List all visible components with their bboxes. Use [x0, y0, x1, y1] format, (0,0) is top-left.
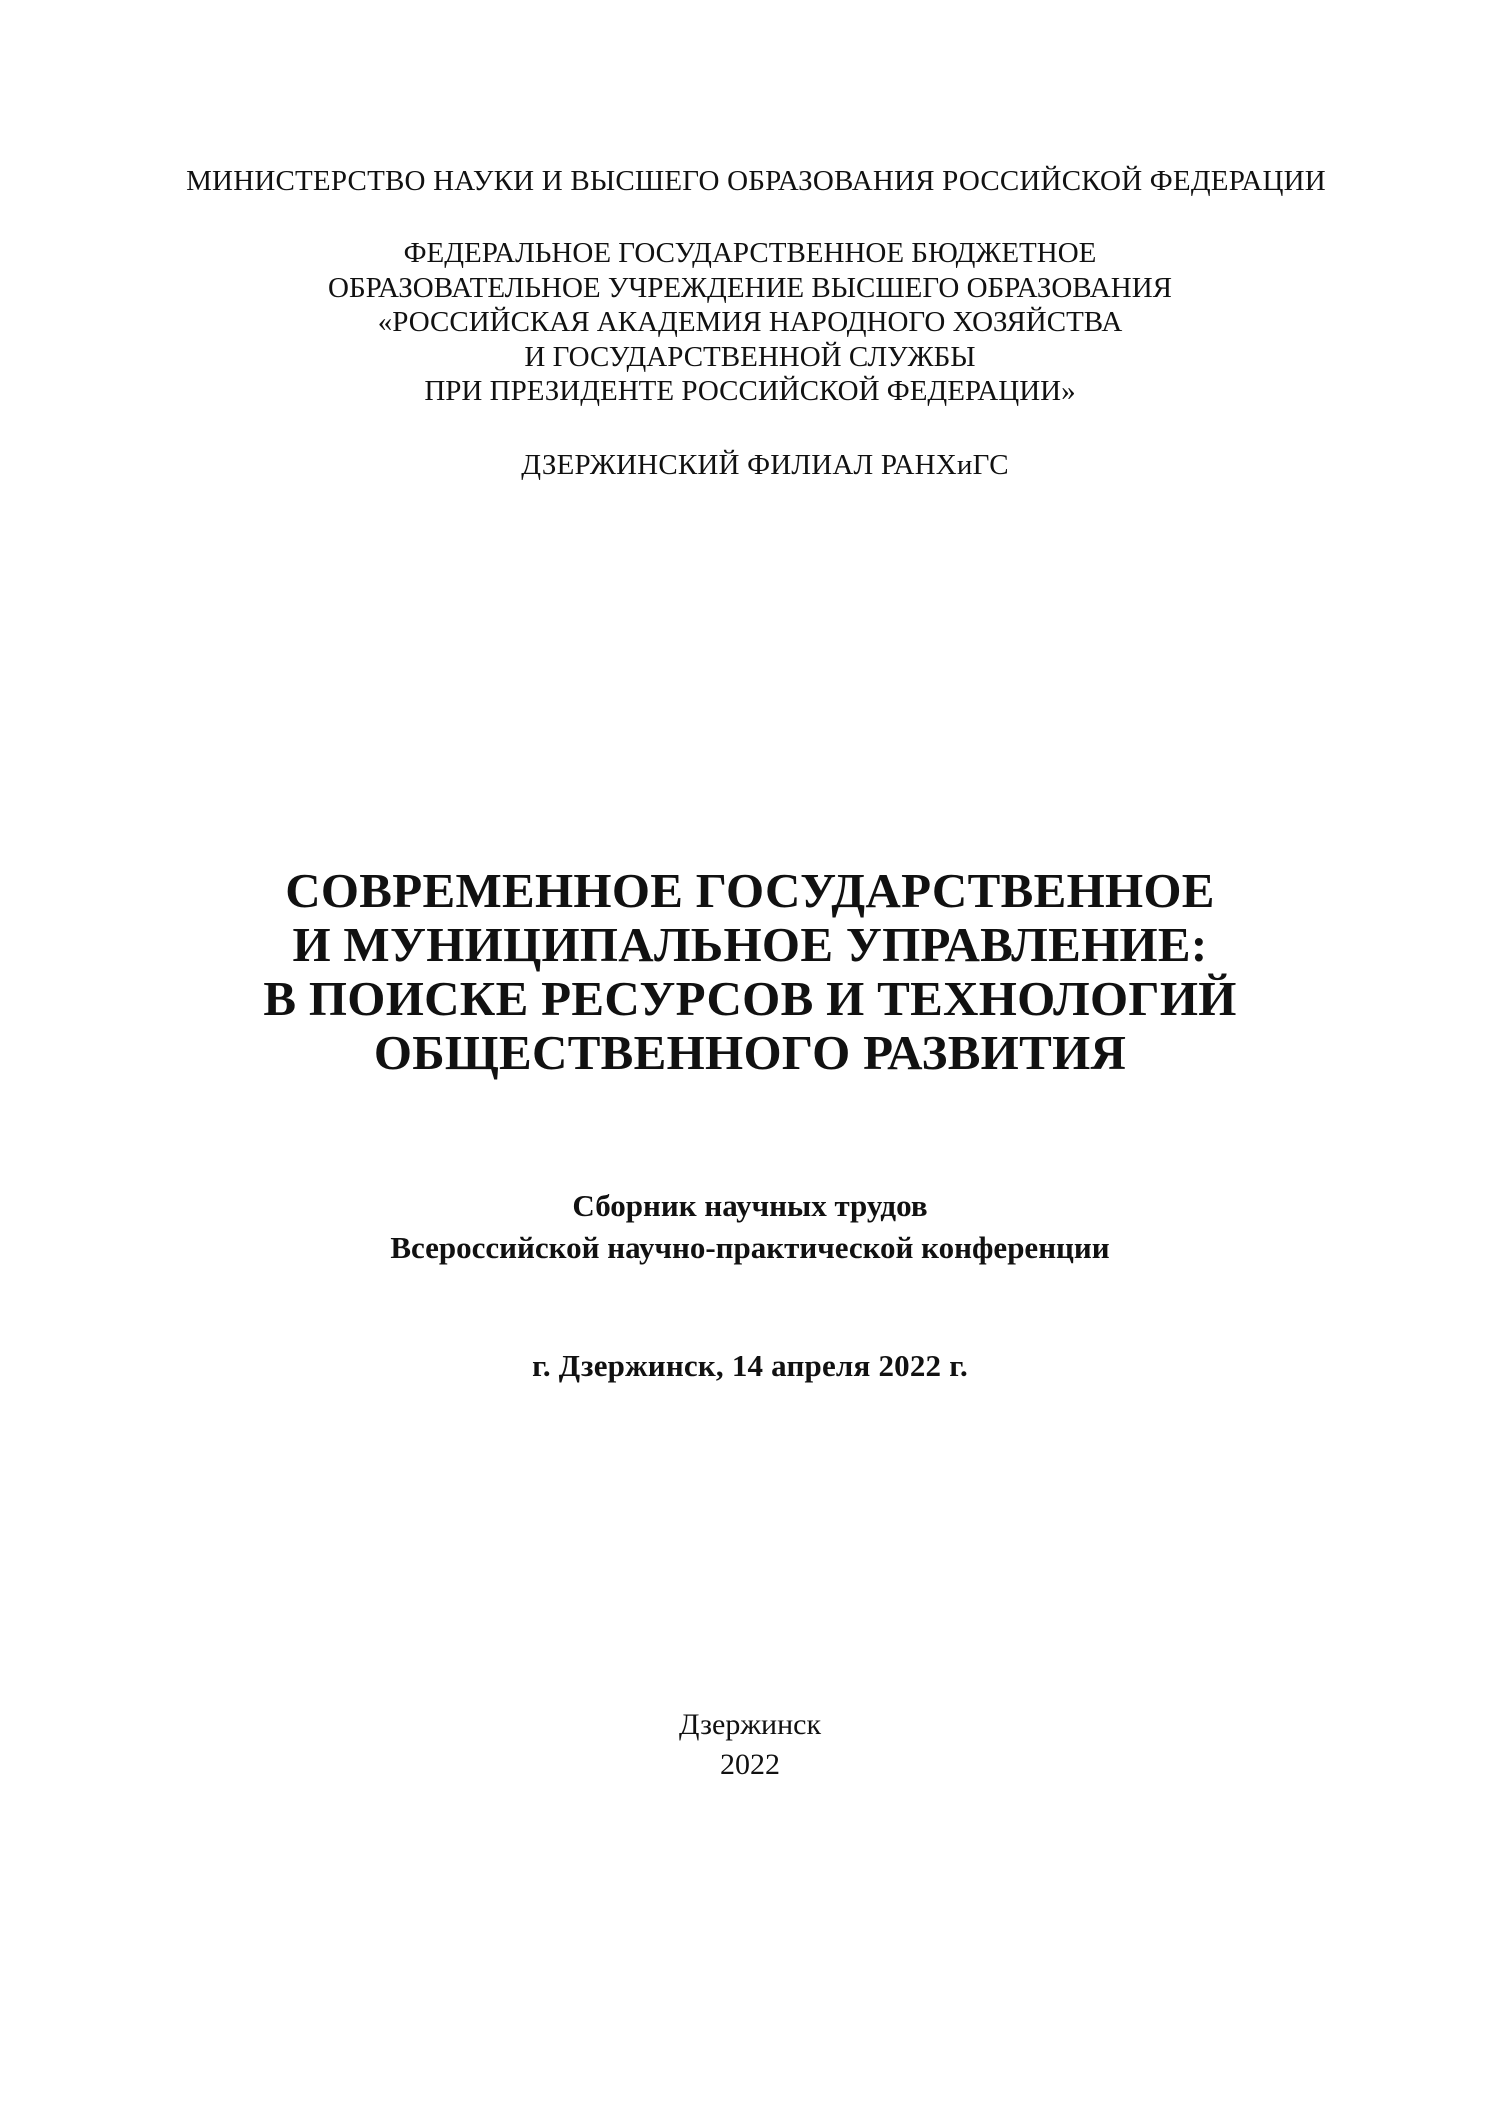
imprint-year: 2022 [720, 1748, 780, 1781]
document-subtitle [0, 1185, 1500, 1269]
imprint-city: Дзержинск [678, 1708, 822, 1741]
document-title [0, 864, 1500, 1080]
subtitle-line: Сборник научных трудов [572, 1188, 928, 1223]
imprint [0, 1705, 1500, 1785]
organization-line: ПРИ ПРЕЗИДЕНТЕ РОССИЙСКОЙ ФЕДЕРАЦИИ» [424, 375, 1076, 407]
conference-place-date: г. Дзержинск, 14 апреля 2022 г. [532, 1348, 968, 1383]
title-line: В ПОИСКЕ РЕСУРСОВ И ТЕХНОЛОГИЙ [263, 971, 1237, 1026]
title-line: СОВРЕМЕННОЕ ГОСУДАРСТВЕННОЕ [285, 863, 1215, 918]
subtitle-line: Всероссийской научно-практической конференции [390, 1230, 1110, 1265]
organization-line: И ГОСУДАРСТВЕННОЙ СЛУЖБЫ [524, 340, 976, 373]
organization-line: «РОССИЙСКАЯ АКАДЕМИЯ НАРОДНОГО ХОЗЯЙСТВА [377, 306, 1123, 338]
branch-name: ДЗЕРЖИНСКИЙ ФИЛИАЛ РАНХиГС [521, 449, 1009, 481]
organization-line: ОБРАЗОВАТЕЛЬНОЕ УЧРЕЖДЕНИЕ ВЫСШЕГО ОБРАЗОВАНИЯ [328, 271, 1172, 304]
ministry-heading: МИНИСТЕРСТВО НАУКИ И ВЫСШЕГО ОБРАЗОВАНИЯ РОССИЙСКОЙ ФЕДЕРАЦИИ [186, 165, 1326, 197]
organization-name [0, 236, 1500, 409]
title-line: И МУНИЦИПАЛЬНОЕ УПРАВЛЕНИЕ: [292, 917, 1208, 972]
organization-line: ФЕДЕРАЛЬНОЕ ГОСУДАРСТВЕННОЕ БЮДЖЕТНОЕ [403, 237, 1097, 269]
title-line: ОБЩЕСТВЕННОГО РАЗВИТИЯ [373, 1025, 1127, 1080]
